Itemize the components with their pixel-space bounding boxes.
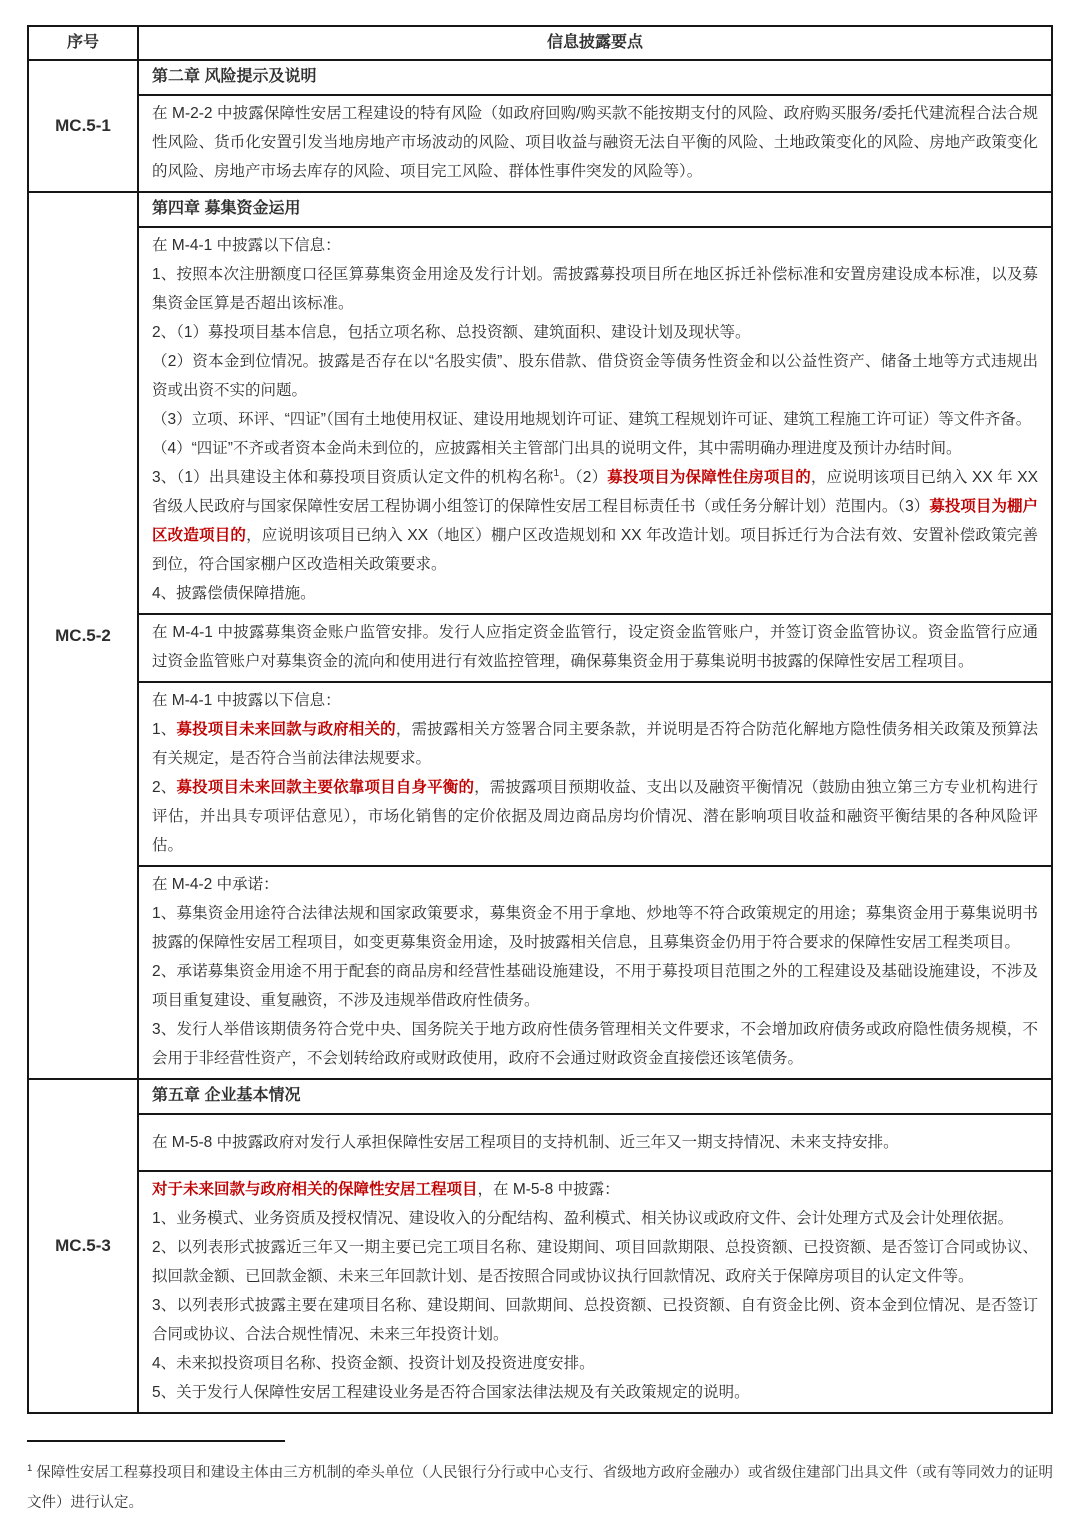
content-cell: 在 M-4-2 中承诺： 1、募集资金用途符合法律法规和国家政策要求，募集资金不用于拿地、炒地等不符合政策规定的用途；募集资金用于募集说明书披露的保障性安居工程项目，如变更募集资金用途，及时披露相关信息，且募集资金仍用于符合要求的保障性安居工程类项目。 2、承诺募集资金用途不用于配套的商品房和经营性基础设施建设，不用于募投项目范围之外的工程建设及基础设施建设，不涉及项目重复建设、重复融资，不涉及违规举借政府性债务。 3、发行人举借该期债务符合党中央、国务院关于地方政府性债务管理相关文件要求，不会增加政府债务或政府隐性债务规模，不会用于非经营性资产，不会划转给政府或财政使用，政府不会通过财政资金直接偿还该笔债务。 [139, 865, 1051, 1078]
footnote-marker: 1 [27, 1463, 33, 1474]
section-header-ch2: 第二章 风险提示及说明 [152, 68, 317, 85]
header-cell-seq: 序号 [29, 27, 139, 59]
row-id-label: MC.5-3 [29, 1080, 139, 1412]
footnote-separator [27, 1440, 285, 1442]
row-id-label: MC.5-1 [29, 61, 139, 191]
footnote-text: 保障性安居工程募投项目和建设主体由三方机制的牵头单位（人民银行分行或中心支行、省级地方政府金融办）或省级住建部门出具文件（或有等同效力的证明文件）进行认定。 [27, 1464, 1053, 1511]
content-cell: 在 M-2-2 中披露保障性安居工程建设的特有风险（如政府回购/购买款不能按期支付的风险、政府购买服务/委托代建流程合法合规性风险、货币化安置引发当地房地产市场波动的风险、项目收益与融资无法自平衡的风险、土地政策变化的风险、房地产政策变化的风险、房地产市场去库存的风险、项目完工风险、群体性事件突发的风险等）。 [139, 94, 1051, 191]
content-cell: 在 M-4-1 中披露募集资金账户监管安排。发行人应指定资金监管行，设定资金监管账户，并签订资金监管协议。资金监管行应通过资金监管账户对募集资金的流向和使用进行有效监控管理，确保募集资金用于募集说明书披露的保障性安居工程项目。 [139, 613, 1051, 681]
section-header-ch5: 第五章 企业基本情况 [152, 1087, 301, 1104]
block-mc5-3 [29, 1078, 1051, 1412]
content-cell: 在 M-4-1 中披露以下信息： 1、募投项目未来回款与政府相关的，需披露相关方签署合同主要条款，并说明是否符合防范化解地方隐性债务相关政策及预算法有关规定，是否符合当前法律法规要求。 2、募投项目未来回款主要依靠项目自身平衡的，需披露项目预期收益、支出以及融资平衡情况（鼓励由独立第三方专业机构进行评估，并出具专项评估意见），市场化销售的定价依据及周边商品房均价情况、潜在影响项目收益和融资平衡结果的各种风险评估。 [139, 681, 1051, 865]
block-mc5-1 [29, 59, 1051, 191]
row-id-label: MC.5-2 [29, 193, 139, 1078]
footnote [27, 1454, 1053, 1518]
content-cell: 在 M-4-1 中披露以下信息： 1、按照本次注册额度口径匡算募集资金用途及发行计划。需披露募投项目所在地区拆迁补偿标准和安置房建设成本标准，以及募集资金匡算是否超出该标准。 2、（1）募投项目基本信息，包括立项名称、总投资额、建筑面积、建设计划及现状等。 （2）资本金到位情况。披露是否存在以“名股实债”、股东借款、借贷资金等债务性资金和以公益性资产、储备土地等方式违规出资或出资不实的问题。 （3）立项、环评、“四证”（国有土地使用权证、建设用地规划许可证、建筑工程规划许可证、建筑工程施工许可证）等文件齐备。 （4）“四证”不齐或者资本金尚未到位的，应披露相关主管部门出具的说明文件，其中需明确办理进度及预计办结时间。 3、（1）出具建设主体和募投项目资质认定文件的机构名称$^1$。（2）募投项目为保障性住房项目的，应说明该项目已纳入 XX 年 XX 省级人民政府与国家保障性安居工程协调小组签订的保障性安居工程目标责任书（或任务分解计划）范围内。（3）募投项目为棚户区改造项目的，应说明该项目已纳入 XX（地区）棚户区改造规划和 XX 年改造计划。项目拆迁行为合法有效、安置补偿政策完善到位，符合国家棚户区改造相关政策要求。 4、披露偿债保障措施。 [139, 226, 1051, 613]
header-cell-points: 信息披露要点 [546, 34, 643, 51]
content-cell: 在 M-5-8 中披露政府对发行人承担保障性安居工程项目的支持机制、近三年又一期支持情况、未来支持安排。 [139, 1113, 1051, 1170]
content-cell: 对于未来回款与政府相关的保障性安居工程项目，在 M-5-8 中披露： 1、业务模式、业务资质及授权情况、建设收入的分配结构、盈利模式、相关协议或政府文件、会计处理方式及会计处理依据。 2、以列表形式披露近三年又一期主要已完工项目名称、建设期间、项目回款期限、总投资额、已投资额、是否签订合同或协议、拟回款金额、已回款金额、未来三年回款计划、是否按照合同或协议执行回款情况、政府关于保障房项目的认定文件等。 3、以列表形式披露主要在建项目名称、建设期间、回款期间、总投资额、已投资额、自有资金比例、资本金到位情况、是否签订合同或协议、合法合规性情况、未来三年投资计划。 4、未来拟投资项目名称、投资金额、投资计划及投资进度安排。 5、关于发行人保障性安居工程建设业务是否符合国家法律法规及有关政策规定的说明。 [139, 1170, 1051, 1412]
block-mc5-2 [29, 191, 1051, 1078]
disclosure-table [27, 25, 1053, 1414]
section-header-ch4: 第四章 募集资金运用 [152, 200, 301, 217]
table-header-row [29, 27, 1051, 59]
